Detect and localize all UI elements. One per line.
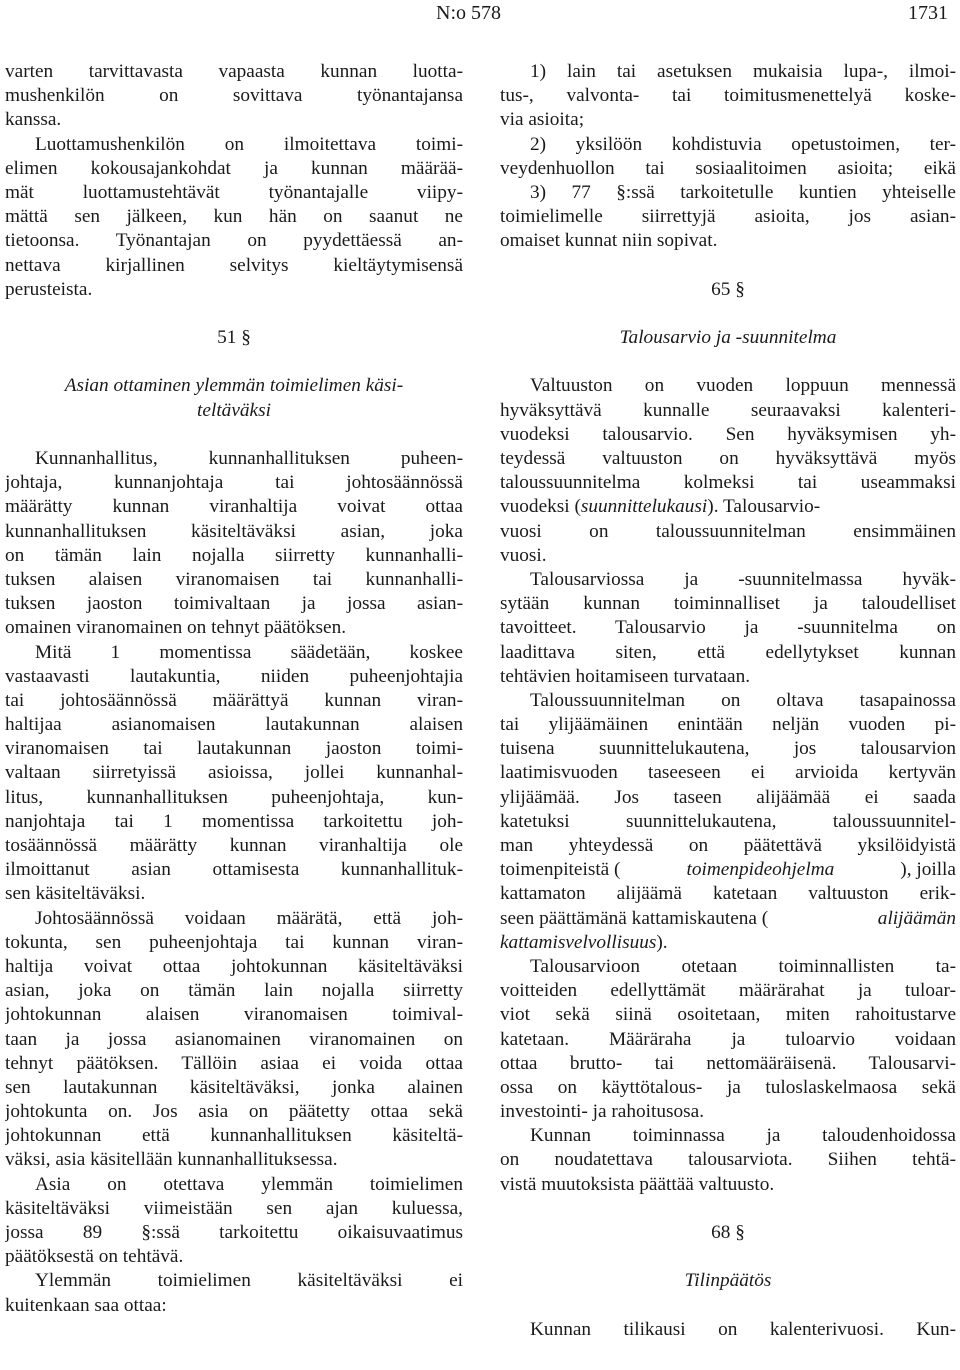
text-line: vuosi. bbox=[500, 544, 547, 566]
list-item: 1) lain tai asetuksen mukaisia lupa-, ilmoi- bbox=[530, 61, 956, 82]
text-line: on noudatettava talousarviota. Siihen tehtä- bbox=[500, 1149, 956, 1171]
text-line: Mitä 1 momentissa säädetään, koskee bbox=[35, 641, 463, 663]
text-line: Kunnan toiminnassa ja taloudenhoidossa bbox=[530, 1125, 956, 1147]
text-line: haltija voivat ottaa johtokunnan käsiteltäväksi bbox=[5, 955, 463, 977]
page-number: 1731 bbox=[908, 2, 948, 24]
text-line: sen lautakunnan käsiteltäväksi, jonka alainen bbox=[5, 1076, 463, 1098]
text-line: tehnyt päätöksen. Tällöin asiaa ei voida ottaa bbox=[5, 1052, 463, 1074]
text-line: veydenhuollon tai sosiaalitoimen asioita; eikä bbox=[500, 157, 956, 179]
paragraph bbox=[500, 374, 956, 568]
text-line: tuisena suunnittelukautena, jos talousarvion bbox=[500, 738, 956, 760]
text-line: taloussuunnitelma kolmeksi tai useammaksi bbox=[500, 472, 956, 494]
italic-term: suunnittelukausi bbox=[580, 496, 708, 518]
left-column bbox=[5, 60, 463, 1318]
paragraph bbox=[500, 955, 956, 1124]
text-line: voitteiden edellyttämät määrärahat ja tuloar- bbox=[500, 980, 956, 1002]
text-line: viranomaisen tai lautakunnan jaoston toimi- bbox=[5, 738, 463, 760]
text-line: omaiset kunnat niin sopivat. bbox=[500, 230, 718, 252]
section-title: Tilinpäätös bbox=[684, 1270, 772, 1292]
text-line: tehtävien hoitamiseen turvataan. bbox=[500, 665, 751, 687]
text-line: perusteista. bbox=[5, 278, 93, 300]
text-line: laatimisvuoden taseeseen ei arvioida kertyvän bbox=[500, 762, 956, 784]
text-line: viot sekä siinä osoitetaan, miten rahoitustarve bbox=[500, 1004, 956, 1026]
text-line: elimen kokousajankohdat ja kunnan määrää- bbox=[5, 157, 463, 179]
text-line: kanssa. bbox=[5, 109, 62, 131]
text-line: taan ja jossa asianomainen viranomainen on bbox=[5, 1028, 463, 1050]
section-title: Asian ottaminen ylemmän toimielimen käsi- bbox=[64, 375, 404, 397]
text-line: mushenkilön on sovittava työnantajansa bbox=[5, 85, 463, 107]
text-line: laadittava siten, että edellytykset kunnan bbox=[500, 641, 956, 663]
text-line: määrätty kunnan viranhaltija voivat ottaa bbox=[5, 496, 463, 518]
text-line: mättä sen jälkeen, kun hän on saanut ne bbox=[5, 206, 463, 228]
text-line: vistä muutoksista päättää valtuusto. bbox=[500, 1173, 775, 1195]
text-line: haltijaa asianomaisen lautakunnan alaisen bbox=[5, 714, 463, 736]
text-line bbox=[500, 907, 956, 931]
list-item: 2) yksilöön kohdistuvia opetustoimen, ter- bbox=[530, 133, 956, 155]
text-line: tavoitteet. Talousarvio ja -suunnitelma on bbox=[500, 617, 956, 639]
text-line: ylijäämää. Jos taseen alijäämää ei saada bbox=[500, 786, 956, 808]
text-line: tietoonsa. Työnantajan on pyydettäessä an- bbox=[5, 230, 463, 252]
text-line: katetuksi suunnittelukautena, taloussuunnitel- bbox=[500, 810, 956, 832]
text-span: ). bbox=[656, 931, 668, 953]
text-line: mät luottamustehtävät työnantajalle viipy- bbox=[5, 181, 463, 203]
text-line: litus, kunnanhallituksen puheenjohtaja, kun- bbox=[5, 786, 463, 808]
text-line: johtokunta on. Jos asia on päätetty ottaa sekä bbox=[5, 1101, 463, 1123]
text-line: tokunta, sen puheenjohtaja tai kunnan viran- bbox=[5, 931, 463, 953]
text-line: Kunnan tilikausi on kalenterivuosi. Kun- bbox=[530, 1318, 956, 1340]
text-line: ossa on käyttötalous- ja tuloslaskelmaosa sekä bbox=[500, 1076, 956, 1098]
text-line: omainen viranomainen on tehnyt päätöksen. bbox=[5, 617, 347, 639]
paragraph bbox=[500, 1318, 956, 1342]
text-span: toimenpiteistä ( bbox=[500, 859, 621, 881]
text-line: Talousarvioon otetaan toiminnallisten ta- bbox=[530, 955, 956, 977]
text-line bbox=[500, 931, 956, 955]
text-line: kunnanhallituksen käsiteltäväksi asian, joka bbox=[5, 520, 463, 542]
text-line: tuksen alaisen viranomaisen tai kunnanhalli- bbox=[5, 568, 463, 590]
text-line: tai ylijäämäinen enintään neljän vuoden pi- bbox=[500, 714, 956, 736]
text-line: toimielimelle siirrettyjä asioita, jos asian- bbox=[500, 206, 956, 228]
text-line bbox=[500, 495, 956, 519]
text-line: tus-, valvonta- tai toimitusmenettelyä koske- bbox=[500, 85, 956, 107]
section-number: 65 § bbox=[711, 278, 745, 300]
text-line: Johtosäännössä voidaan määrätä, että joh- bbox=[35, 907, 463, 929]
italic-term: toimenpideohjelma bbox=[686, 859, 835, 881]
text-line: johtaja, kunnanjohtaja tai johtosäännössä bbox=[5, 472, 463, 494]
text-span bbox=[500, 495, 820, 519]
text-line bbox=[500, 858, 956, 882]
text-line: tuksen jaoston toimivaltaan ja jossa asian- bbox=[5, 593, 463, 615]
text-line: asian, joka on tämän lain nojalla siirretty bbox=[5, 980, 463, 1002]
text-line: ottaa brutto- tai nettomääräisenä. Talousarvi- bbox=[500, 1052, 956, 1074]
text-line: man yhteydessä on päätettävä yksilöidyistä bbox=[500, 835, 956, 856]
text-line: Luottamushenkilön on ilmoitettava toimi- bbox=[35, 133, 463, 155]
text-line: teydessä valtuuston on hyväksyttävä myös bbox=[500, 448, 956, 469]
text-line: kattamaton alijäämä katetaan valtuuston erik- bbox=[500, 883, 956, 905]
text-line: johtokunnan alaisen viranomaisen toimival- bbox=[5, 1004, 463, 1026]
text-line: Taloussuunnitelman on oltava tasapainossa bbox=[530, 689, 956, 711]
section-number: 68 § bbox=[711, 1222, 745, 1243]
text-line: katetaan. Määräraha ja tuloarvio voidaan bbox=[500, 1028, 956, 1050]
text-line: vastaavasti lautakuntia, niiden puheenjohtajia bbox=[5, 665, 463, 687]
page-header bbox=[0, 0, 960, 30]
text-line: tosäännössä määrätty kunnan viranhaltija ole bbox=[5, 835, 463, 856]
paragraph bbox=[500, 1124, 956, 1197]
list bbox=[500, 60, 956, 254]
text-line: vuodeksi talousarvio. Sen hyväksymisen yh- bbox=[500, 423, 956, 445]
text-line: sytään kunnan toiminnalliset ja taloudelliset bbox=[500, 593, 956, 615]
text-line: väksi, asia käsitellään kunnanhallituksessa. bbox=[5, 1149, 338, 1171]
text-line: jossa 89 §:ssä tarkoitettu oikaisuvaatimus bbox=[5, 1222, 463, 1243]
text-line: ilmoittanut asian ottamisesta kunnanhallituk- bbox=[5, 859, 463, 881]
text-line: Talousarviossa ja -suunnitelmassa hyväk- bbox=[530, 568, 956, 590]
text-line: investointi- ja rahoitusosa. bbox=[500, 1101, 705, 1123]
paragraph bbox=[5, 60, 463, 133]
paragraph bbox=[5, 447, 463, 641]
text-line: päätöksestä on tehtävä. bbox=[5, 1246, 184, 1268]
text-line: via asioita; bbox=[500, 109, 585, 131]
section-title: teltäväksi bbox=[197, 399, 271, 421]
text-line: tai johtosäännössä määrättyä kunnan viran- bbox=[5, 689, 463, 711]
text-line: on tämän lain nojalla siirretty kunnanhalli- bbox=[5, 544, 463, 566]
paragraph bbox=[500, 568, 956, 689]
text-line: Kunnanhallitus, kunnanhallituksen puheen- bbox=[35, 448, 463, 469]
text-line: hyväksyttävä kunnalle seuraavaksi kalenteri- bbox=[500, 399, 956, 421]
paragraph bbox=[5, 1269, 463, 1317]
text-line: valtaan siirretyissä asioissa, jollei kunnanhal- bbox=[5, 762, 463, 784]
italic-term: alijäämän bbox=[877, 907, 956, 929]
italic-term: kattamisvelvollisuus bbox=[500, 931, 657, 953]
text-span: vuodeksi ( bbox=[500, 496, 581, 518]
text-line: käsiteltäväksi viimeistään sen ajan kuluessa, bbox=[5, 1197, 463, 1219]
paragraph bbox=[5, 1173, 463, 1270]
text-line: Ylemmän toimielimen käsiteltäväksi ei bbox=[35, 1270, 463, 1292]
text-line: Asia on otettava ylemmän toimielimen bbox=[35, 1173, 463, 1195]
text-line: johtokunnan että kunnanhallituksen käsiteltä- bbox=[5, 1125, 463, 1147]
text-span: seen päättämänä kattamiskautena ( bbox=[500, 907, 769, 929]
text-line: nanjohtaja tai 1 momentissa tarkoitettu joh- bbox=[5, 810, 463, 832]
text-line: Valtuuston on vuoden loppuun mennessä bbox=[530, 375, 956, 397]
text-line: nettava kirjallinen selvitys kieltäytymisensä bbox=[5, 254, 463, 276]
paragraph bbox=[5, 907, 463, 1173]
text-span: ). Talousarvio- bbox=[707, 496, 821, 518]
section-number: 51 § bbox=[217, 327, 251, 349]
text-line: vuosi on taloussuunnitelman ensimmäinen bbox=[500, 520, 956, 542]
text-line: kuitenkaan saa ottaa: bbox=[5, 1294, 167, 1316]
text-line: varten tarvittavasta vapaasta kunnan luotta- bbox=[5, 61, 463, 82]
issue-number: N:o 578 bbox=[436, 2, 501, 24]
list-item: 3) 77 §:ssä tarkoitetulle kuntien yhteiselle bbox=[530, 181, 956, 203]
text-line: sen käsiteltäväksi. bbox=[5, 883, 146, 905]
right-column bbox=[500, 60, 956, 1342]
text-span: ), joilla bbox=[900, 859, 956, 881]
paragraph bbox=[5, 641, 463, 907]
section-title: Talousarvio ja -suunnitelma bbox=[619, 327, 837, 349]
paragraph bbox=[500, 689, 956, 955]
paragraph bbox=[5, 133, 463, 302]
